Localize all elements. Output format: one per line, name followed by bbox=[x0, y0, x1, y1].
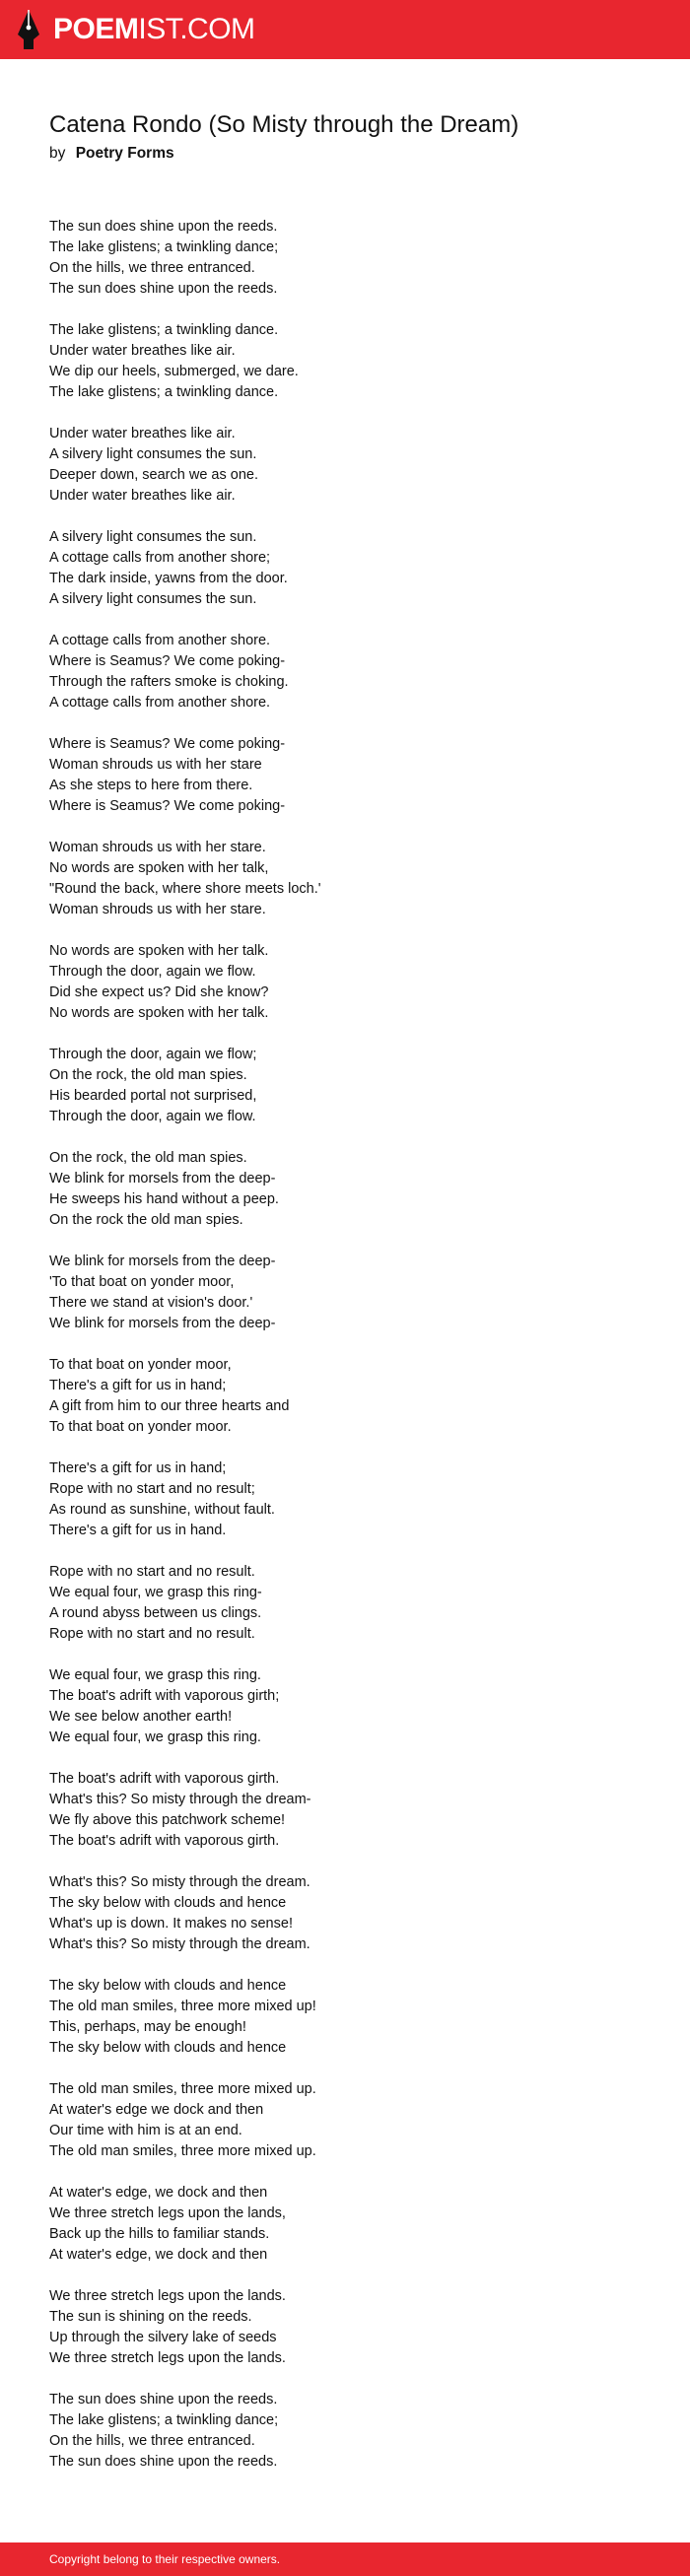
poem-line: The sky below with clouds and hence bbox=[49, 1978, 287, 1994]
top-bar bbox=[0, 0, 690, 59]
poem-line: We three stretch legs upon the lands. bbox=[49, 2288, 286, 2304]
poem-line: No words are spoken with her talk. bbox=[49, 1005, 269, 1021]
poem-line: What's up is down. It makes no sense! bbox=[49, 1916, 293, 1932]
poem-line: The lake glistens; a twinkling dance; bbox=[49, 239, 279, 255]
poem-line: As round as sunshine, without fault. bbox=[49, 1502, 275, 1518]
stanza bbox=[49, 1148, 660, 1231]
poem-line: What's this? So misty through the dream. bbox=[49, 1874, 310, 1890]
poem-line: The old man smiles, three more mixed up. bbox=[49, 2081, 316, 2097]
poem-line: At water's edge, we dock and then bbox=[49, 2185, 268, 2201]
stanza bbox=[49, 320, 660, 403]
poem-line: The sky below with clouds and hence bbox=[49, 1895, 287, 1911]
poem-line: Rope with no start and no result. bbox=[49, 1564, 255, 1580]
poem-line: On the hills, we three entranced. bbox=[49, 2433, 255, 2449]
poem-line: The lake glistens; a twinkling dance. bbox=[49, 322, 279, 338]
poem-line: Up through the silvery lake of seeds bbox=[49, 2330, 277, 2345]
poem-line: His bearded portal not surprised, bbox=[49, 1088, 257, 1104]
poem-line: On the rock, the old man spies. bbox=[49, 1150, 247, 1166]
poem-line: No words are spoken with her talk, bbox=[49, 860, 269, 876]
poem-line: To that boat on yonder moor. bbox=[49, 1419, 232, 1435]
poem-line: We see below another earth! bbox=[49, 1709, 233, 1725]
poem-line: Where is Seamus? We come poking- bbox=[49, 736, 286, 752]
poem-line: At water's edge, we dock and then bbox=[49, 2247, 268, 2263]
poem-line: The old man smiles, three more mixed up. bbox=[49, 2143, 316, 2159]
poem-line: A silvery light consumes the sun. bbox=[49, 529, 257, 545]
pen-nib-icon bbox=[16, 9, 41, 50]
poem-line: We blink for morsels from the deep- bbox=[49, 1254, 276, 1269]
poem-line: What's this? So misty through the dream- bbox=[49, 1792, 311, 1807]
stanza bbox=[49, 424, 660, 507]
stanza bbox=[49, 2079, 660, 2162]
poem-line: This, perhaps, may be enough! bbox=[49, 2019, 246, 2035]
poem-line: On the rock, the old man spies. bbox=[49, 1067, 247, 1083]
poem-line: No words are spoken with her talk. bbox=[49, 943, 269, 959]
poem-line: There we stand at vision's door.' bbox=[49, 1295, 253, 1311]
poem-line: The boat's adrift with vaporous girth. bbox=[49, 1833, 280, 1849]
stanza bbox=[49, 1252, 660, 1334]
poem-line: A gift from him to our three hearts and bbox=[49, 1398, 290, 1414]
poem-line: A cottage calls from another shore. bbox=[49, 633, 271, 648]
poem-line: At water's edge we dock and then bbox=[49, 2102, 264, 2118]
poem-line: Under water breathes like air. bbox=[49, 488, 236, 504]
poem-line: A silvery light consumes the sun. bbox=[49, 446, 257, 462]
author-link[interactable]: Poetry Forms bbox=[75, 145, 174, 162]
poem-line: A cottage calls from another shore. bbox=[49, 695, 271, 711]
poem-line: The sun does shine upon the reeds. bbox=[49, 2454, 278, 2470]
stanza bbox=[49, 1355, 660, 1438]
site-logo-text bbox=[53, 15, 255, 44]
stanza bbox=[49, 838, 660, 920]
stanza bbox=[49, 734, 660, 817]
poem-line: Through the door, again we flow. bbox=[49, 1109, 256, 1124]
poem-line: Woman shrouds us with her stare. bbox=[49, 902, 266, 917]
poem-line: The old man smiles, three more mixed up! bbox=[49, 1999, 316, 2014]
poem-line: The lake glistens; a twinkling dance; bbox=[49, 2412, 279, 2428]
stanza bbox=[49, 941, 660, 1024]
poem-line: We fly above this patchwork scheme! bbox=[49, 1812, 286, 1828]
poem-line: Deeper down, search we as one. bbox=[49, 467, 258, 483]
poem-line: The boat's adrift with vaporous girth. bbox=[49, 1771, 280, 1787]
by-label: by bbox=[49, 145, 66, 162]
poem-line: Under water breathes like air. bbox=[49, 343, 236, 359]
poem-line: Back up the hills to familiar stands. bbox=[49, 2226, 270, 2242]
poem-line: Did she expect us? Did she know? bbox=[49, 984, 269, 1000]
poem-line: Our time with him is at an end. bbox=[49, 2123, 242, 2138]
poem-line: On the hills, we three entranced. bbox=[49, 260, 255, 276]
poem-line: What's this? So misty through the dream. bbox=[49, 1936, 310, 1952]
poem-line: Through the door, again we flow. bbox=[49, 964, 256, 980]
logo-rest-text: IST.COM bbox=[138, 13, 255, 45]
poem-title: Catena Rondo (So Misty through the Dream) bbox=[49, 111, 519, 138]
copyright-text: Copyright belong to their respective owners. bbox=[49, 2552, 281, 2566]
stanza bbox=[49, 1458, 660, 1541]
poem-line: A silvery light consumes the sun. bbox=[49, 591, 257, 607]
poem-line: We equal four, we grasp this ring- bbox=[49, 1585, 262, 1600]
poem-line: "Round the back, where shore meets loch.' bbox=[49, 881, 321, 897]
stanza bbox=[49, 2183, 660, 2266]
poem-line: A cottage calls from another shore; bbox=[49, 550, 271, 566]
stanza bbox=[49, 527, 660, 610]
poem-line: The dark inside, yawns from the door. bbox=[49, 571, 288, 586]
poem-line: Where is Seamus? We come poking- bbox=[49, 653, 286, 669]
poem-line: We blink for morsels from the deep- bbox=[49, 1171, 276, 1186]
poem-line: As she steps to here from there. bbox=[49, 778, 253, 793]
poem-line: Woman shrouds us with her stare. bbox=[49, 840, 266, 855]
poem-line: There's a gift for us in hand; bbox=[49, 1460, 227, 1476]
poem-line: We three stretch legs upon the lands, bbox=[49, 2205, 286, 2221]
stanza bbox=[49, 1976, 660, 2059]
site-logo-link[interactable] bbox=[16, 9, 255, 50]
poem-line: 'To that boat on yonder moor, bbox=[49, 1274, 235, 1290]
poem-line: Where is Seamus? We come poking- bbox=[49, 798, 286, 814]
poem-body bbox=[49, 217, 660, 2473]
poem-line: A round abyss between us clings. bbox=[49, 1605, 262, 1621]
poem-content bbox=[49, 110, 660, 2493]
poem-line: We equal four, we grasp this ring. bbox=[49, 1729, 261, 1745]
poem-line: We equal four, we grasp this ring. bbox=[49, 1667, 261, 1683]
poem-line: We three stretch legs upon the lands. bbox=[49, 2350, 286, 2366]
poem-line: The lake glistens; a twinkling dance. bbox=[49, 384, 279, 400]
poem-line: Under water breathes like air. bbox=[49, 426, 236, 441]
stanza bbox=[49, 2390, 660, 2473]
poem-line: To that boat on yonder moor, bbox=[49, 1357, 232, 1373]
poem-line: On the rock the old man spies. bbox=[49, 1212, 243, 1228]
poem-line: We blink for morsels from the deep- bbox=[49, 1316, 276, 1331]
poem-line: The sun does shine upon the reeds. bbox=[49, 281, 278, 297]
poem-line: Rope with no start and no result. bbox=[49, 1626, 255, 1642]
poem-line: The sun is shining on the reeds. bbox=[49, 2309, 252, 2325]
poem-line: He sweeps his hand without a peep. bbox=[49, 1191, 279, 1207]
stanza bbox=[49, 631, 660, 713]
stanza bbox=[49, 1562, 660, 1645]
stanza bbox=[49, 217, 660, 300]
poem-line: Through the rafters smoke is choking. bbox=[49, 674, 289, 690]
poem-line: Rope with no start and no result; bbox=[49, 1481, 255, 1497]
stanza bbox=[49, 2286, 660, 2369]
poem-line: The boat's adrift with vaporous girth; bbox=[49, 1688, 280, 1704]
stanza bbox=[49, 1872, 660, 1955]
poem-line: There's a gift for us in hand. bbox=[49, 1523, 227, 1538]
poem-line: The sun does shine upon the reeds. bbox=[49, 219, 278, 235]
poem-line: The sun does shine upon the reeds. bbox=[49, 2392, 278, 2407]
poem-line: There's a gift for us in hand; bbox=[49, 1378, 227, 1393]
stanza bbox=[49, 1769, 660, 1852]
byline bbox=[49, 144, 660, 164]
poem-line: Through the door, again we flow; bbox=[49, 1047, 257, 1062]
poem-line: We dip our heels, submerged, we dare. bbox=[49, 364, 299, 379]
footer bbox=[0, 2542, 690, 2576]
stanza bbox=[49, 1665, 660, 1748]
poem-line: Woman shrouds us with her stare bbox=[49, 757, 262, 773]
poem-line: The sky below with clouds and hence bbox=[49, 2040, 287, 2056]
logo-bold-text: POEM bbox=[53, 13, 139, 45]
stanza bbox=[49, 1045, 660, 1127]
